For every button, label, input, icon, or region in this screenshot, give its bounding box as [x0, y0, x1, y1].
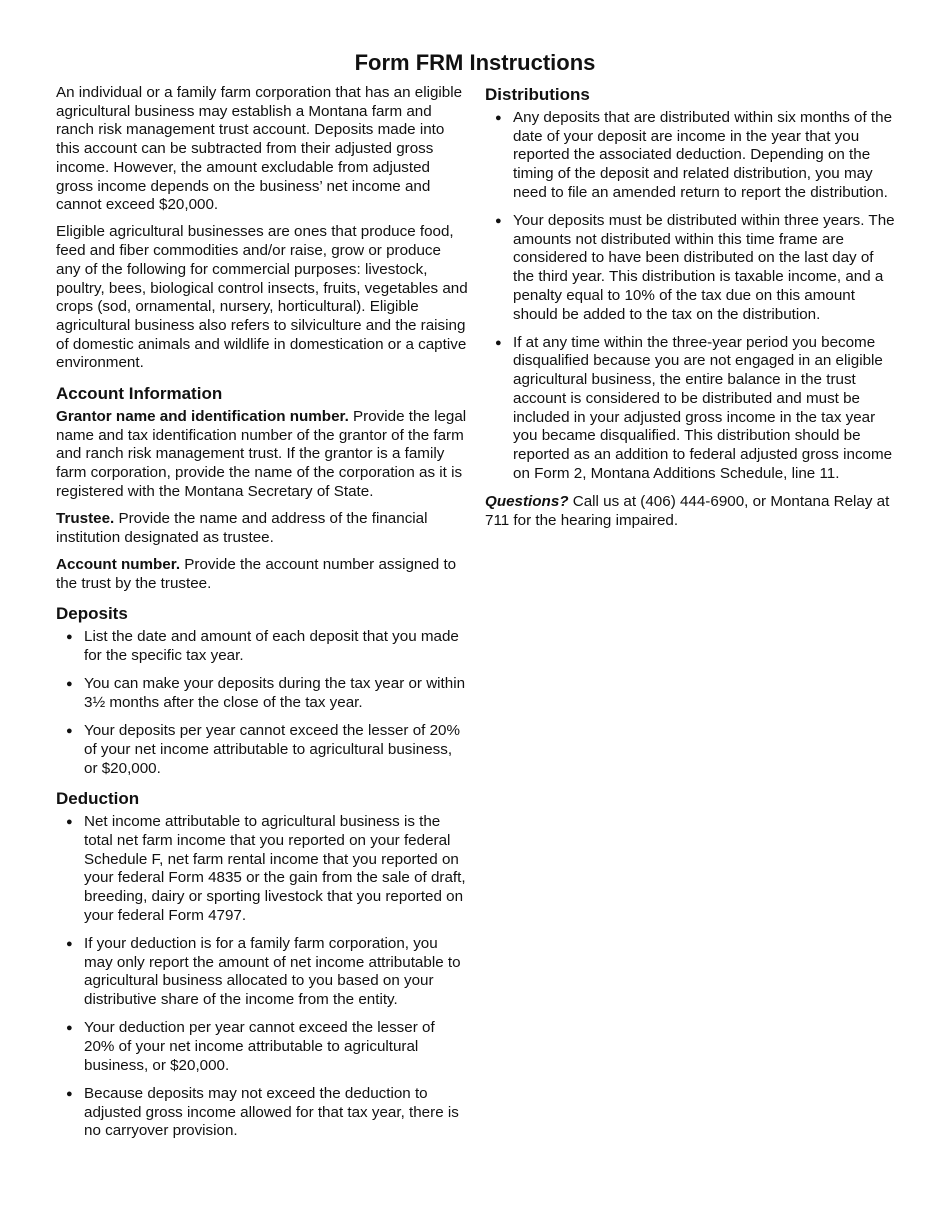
account-number-text: Provide the account number assigned to the trust by the trustee.: [56, 555, 457, 592]
page-title: Form FRM Instructions: [354, 50, 596, 75]
list-item: ● Your deduction per year cannot exceed the lesser of 20% of your net income attributable to agricultural business, or $20,000.: [56, 1019, 468, 1075]
account-number-label: Account number.: [56, 555, 181, 573]
list-item: ● Any deposits that are distributed within six months of the date of your deposit are income in the year that you reported the associated deduction. Depending on the timing of the deposit and related distribution, you may need to file an amended return to report the distribution.: [485, 109, 895, 203]
left-column: [56, 84, 468, 1151]
grantor-text: Provide the legal name and tax identification number of the grantor of the farm and ranch risk management trust. If the grantor is a family farm corporation, provide the name of the corporation as it is registered with the Montana Secretary of State.: [56, 408, 467, 500]
trustee-text: Provide the name and address of the financial institution designated as trustee.: [56, 510, 428, 546]
questions-paragraph: [485, 493, 895, 530]
deposits-list: [56, 628, 468, 778]
list-item: ● Your deposits per year cannot exceed the lesser of 20% of your net income attributable to agricultural business, or $20,000.: [56, 722, 468, 778]
trustee-paragraph: [56, 510, 468, 547]
distributions-heading: Distributions: [485, 85, 590, 104]
list-item: ● Your deposits must be distributed within three years. The amounts not distributed within this time frame are considered to have been distributed on the last day of the third year. This distribution is taxable income, and a penalty equal to 10% of the tax due on this amount should be added to the tax on the distribution.: [485, 212, 895, 324]
questions-label: Questions?: [485, 492, 569, 510]
trustee-label: Trustee.: [56, 510, 115, 528]
right-column: [485, 84, 895, 539]
account-number-paragraph: [56, 556, 468, 593]
account-information-heading: Account Information: [56, 384, 223, 404]
deduction-list: [56, 813, 468, 1141]
distributions-list: [485, 109, 895, 483]
list-item: ● Because deposits may not exceed the deduction to adjusted gross income allowed for that tax year, there is no carryover provision.: [56, 1085, 468, 1141]
deduction-heading: Deduction: [56, 789, 140, 809]
list-item: ● List the date and amount of each deposit that you made for the specific tax year.: [56, 628, 468, 665]
questions-text: Call us at (406) 444-6900, or Montana Relay at 711 for the hearing impaired.: [485, 492, 890, 529]
grantor-label: Grantor name and identification number.: [56, 408, 349, 426]
intro-paragraph: An individual or a family farm corporation that has an eligible agricultural business may establish a Montana farm and ranch risk management trust account. Deposits made into this account can be subtracted from their adjusted gross income. However, the amount excludable from adjusted gross income depends on the business’ net income and cannot exceed $20,000.: [56, 84, 463, 214]
list-item: ● If your deduction is for a family farm corporation, you may only report the amount of net income attributable to agricultural business allocated to you based on your distributive share of the income from the entity.: [56, 935, 468, 1010]
list-item: ● Net income attributable to agricultural business is the total net farm income that you reported on your federal Schedule F, net farm rental income that you reported on your federal Form 4835 or the gain from the sale of draft, breeding, dairy or sporting livestock that you reported on your federal Form 4797.: [56, 813, 468, 925]
list-item: ● If at any time within the three-year period you become disqualified because you are not engaged in an eligible agricultural business, the entire balance in the trust account is considered to be distributed and must be included in your adjusted gross income in the tax year you became disqualified. This distribution should be reported as an addition to federal adjusted gross income on Form 2, Montana Additions Schedule, line 11.: [485, 334, 895, 484]
eligible-business-paragraph: Eligible agricultural businesses are ones that produce food, feed and fiber commodities and/or raise, grow or produce any of the following for commercial purposes: livestock, poultry, bees, biological control insects, fruits, vegetables and crops (sod, ornamental, nursery, horticultural). Eligible agricultural business also refers to silviculture and the raising of domestic animals and wildlife in domestication or a captive environment.: [56, 223, 468, 372]
grantor-paragraph: [56, 408, 468, 502]
list-item: ● You can make your deposits during the tax year or within 3½ months after the close of the tax year.: [56, 675, 468, 712]
deposits-heading: Deposits: [56, 604, 128, 624]
